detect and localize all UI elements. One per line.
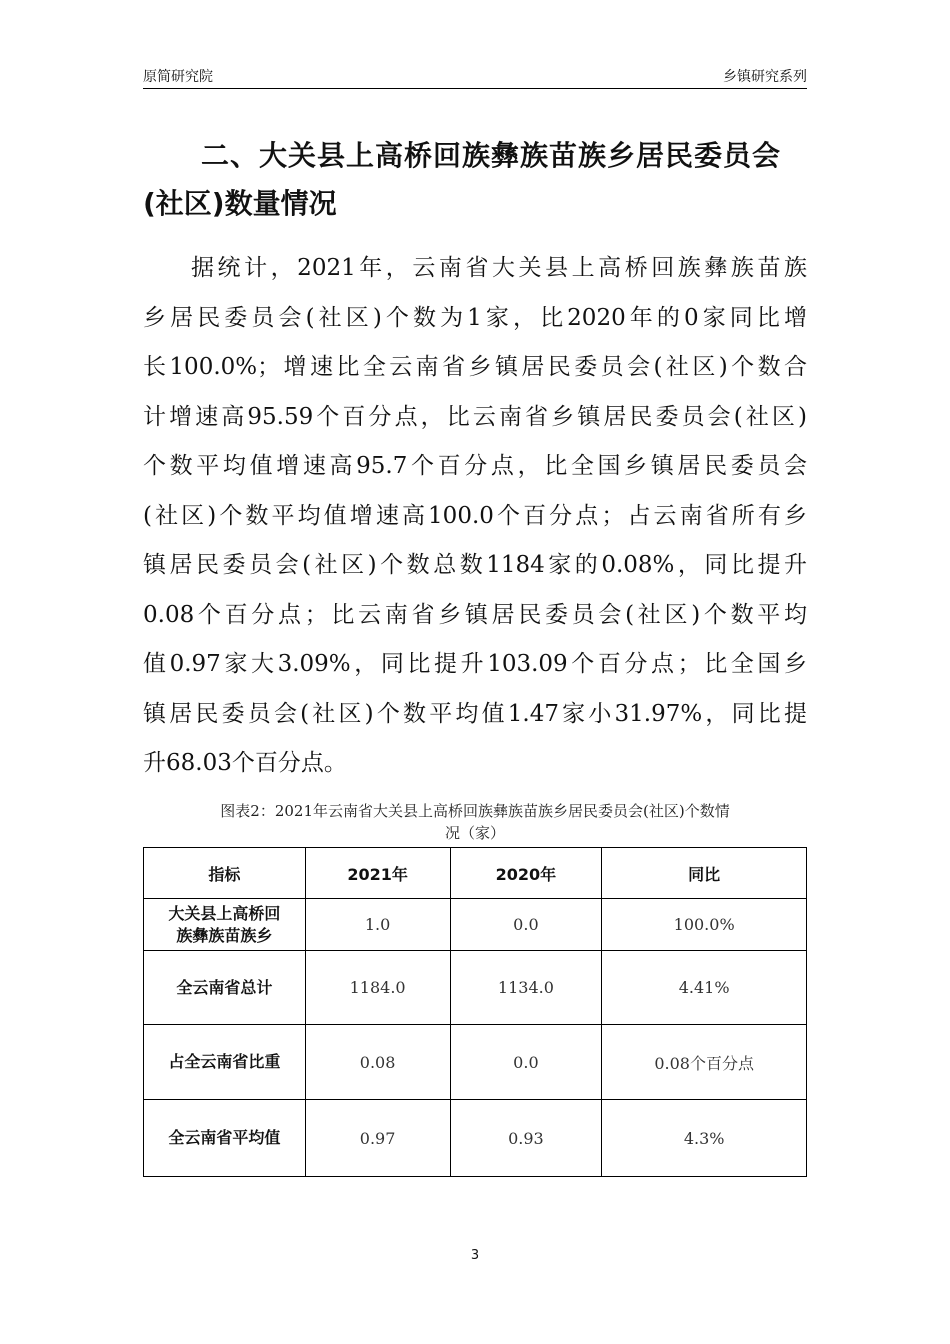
paragraph-line: 据统计，2021年，云南省大关县上高桥回族彝族苗族	[191, 255, 807, 281]
paragraph-line: 升68.03个百分点。	[143, 750, 347, 776]
paragraph-line: (社区)个数平均值增速高100.0个百分点；占云南省所有乡	[143, 502, 807, 529]
row-label: 占全云南省比重	[144, 1025, 306, 1100]
table-row	[144, 951, 807, 1025]
paragraph-line: 0.08个百分点；比云南省乡镇居民委员会(社区)个数平均	[143, 601, 807, 628]
header-yoy: 同比	[602, 848, 807, 899]
header-indicator: 指标	[144, 848, 306, 899]
table-row	[144, 1100, 807, 1177]
paragraph-line: 值0.97家大3.09%，同比提升103.09个百分点；比全国乡	[143, 651, 807, 677]
header-series: 乡镇研究系列	[723, 69, 807, 85]
row-label: 全云南省总计	[144, 951, 306, 1025]
header-org: 原简研究院	[143, 69, 213, 85]
cell-2021: 1.0	[305, 899, 450, 951]
cell-2020: 0.0	[450, 1025, 602, 1100]
cell-2021: 0.08	[305, 1025, 450, 1100]
data-table	[143, 847, 807, 1177]
page-number: 3	[470, 1248, 480, 1263]
section-title-line2: (社区)数量情况	[143, 187, 337, 220]
cell-2021: 1184.0	[305, 951, 450, 1025]
cell-yoy: 100.0%	[602, 899, 807, 951]
cell-2020: 0.93	[450, 1100, 602, 1177]
cell-2020: 0.0	[450, 899, 602, 951]
caption-line1: 图表2：2021年云南省大关县上高桥回族彝族苗族乡居民委员会(社区)个数情	[220, 802, 730, 820]
cell-2020: 1134.0	[450, 951, 602, 1025]
header-divider	[143, 88, 807, 89]
paragraph-line: 长100.0%；增速比全云南省乡镇居民委员会(社区)个数合	[143, 354, 807, 380]
caption-line2: 况（家）	[444, 824, 505, 842]
paragraph-line: 个数平均值增速高95.7个百分点，比全国乡镇居民委员会	[143, 453, 807, 479]
header-2020: 2020年	[450, 848, 602, 899]
row-label: 全云南省平均值	[144, 1100, 306, 1177]
table-row	[144, 899, 807, 951]
table-caption	[143, 800, 807, 844]
header-2021: 2021年	[305, 848, 450, 899]
cell-yoy: 4.41%	[602, 951, 807, 1025]
table-row	[144, 1025, 807, 1100]
cell-yoy: 4.3%	[602, 1100, 807, 1177]
paragraph-line: 镇居民委员会(社区)个数总数1184家的0.08%，同比提升	[143, 552, 807, 578]
table-header-row	[144, 848, 807, 899]
section-title-line1: 二、大关县上高桥回族彝族苗族乡居民委员会	[201, 139, 782, 172]
cell-2021: 0.97	[305, 1100, 450, 1177]
paragraph-line: 乡居民委员会(社区)个数为1家，比2020年的0家同比增	[143, 304, 807, 331]
paragraph-line: 计增速高95.59个百分点，比云南省乡镇居民委员会(社区)	[143, 403, 807, 430]
paragraph-line: 镇居民委员会(社区)个数平均值1.47家小31.97%，同比提	[143, 700, 807, 727]
row-label-line2: 族彝族苗族乡	[176, 925, 273, 945]
row-label-line1: 大关县上高桥回	[168, 903, 281, 923]
row-label	[144, 899, 306, 951]
body-paragraph	[143, 244, 807, 789]
cell-yoy: 0.08个百分点	[602, 1025, 807, 1100]
